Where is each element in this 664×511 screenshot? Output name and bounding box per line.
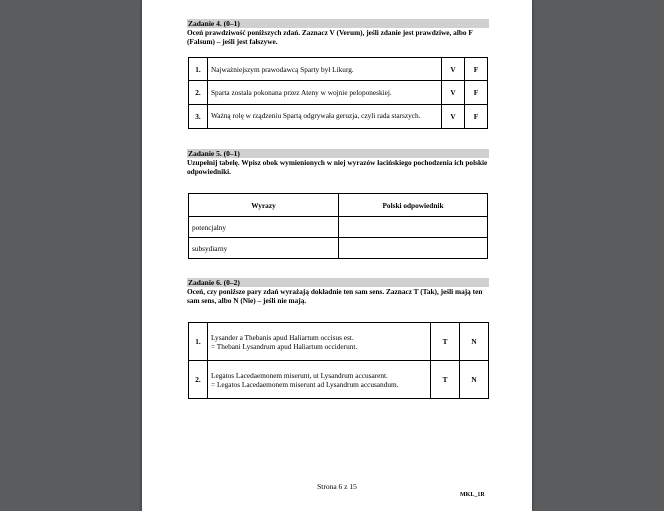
document-page — [142, 0, 532, 511]
task6-header: Zadanie 6. (0–2) — [187, 278, 489, 287]
task6-row-text — [208, 361, 431, 399]
task5-word: subsydiarny — [189, 238, 339, 259]
task6-option-n[interactable]: N — [460, 323, 489, 361]
task5-header: Zadanie 5. (0–1) — [187, 149, 489, 158]
task6-option-t[interactable]: T — [431, 323, 460, 361]
task5-word: potencjalny — [189, 217, 339, 238]
task6-option-t[interactable]: T — [431, 361, 460, 399]
task5-header-row — [189, 194, 488, 217]
task6-row — [189, 361, 489, 399]
task6-row-num: 2. — [189, 361, 208, 399]
task6-row-num: 1. — [189, 323, 208, 361]
task4-option-f[interactable]: F — [465, 58, 488, 81]
task4-row-num: 3. — [189, 105, 208, 129]
task4-row — [189, 58, 488, 81]
task6-sentence-a: Legatos Lacedaemonem miserunt, ut Lysandrum accusarent. — [211, 370, 388, 380]
task4-row-text: Sparta została pokonana przez Ateny w wojnie peloponeskiej. — [208, 81, 442, 105]
task4-row-text: Ważną rolę w rządzeniu Spartą odgrywała geruzja, czyli rada starszych. — [208, 105, 442, 129]
task5-answer-cell[interactable] — [339, 238, 488, 259]
task6-table — [188, 322, 489, 399]
task5-answer-cell[interactable] — [339, 217, 488, 238]
task5-col-polish: Polski odpowiednik — [339, 194, 488, 217]
page-number: Strona 6 z 15 — [317, 482, 357, 491]
task5-col-words: Wyrazy — [189, 194, 339, 217]
task4-option-v[interactable]: V — [442, 81, 465, 105]
task4-row-text: Najważniejszym prawodawcą Sparty był Likurg. — [208, 58, 442, 81]
task6-option-n[interactable]: N — [460, 361, 489, 399]
task6-row — [189, 323, 489, 361]
task4-option-f[interactable]: F — [465, 81, 488, 105]
task4-row-num: 1. — [189, 58, 208, 81]
task4-table — [188, 57, 488, 129]
task4-instruction: Oceń prawdziwość poniższych zdań. Zaznacz V (Verum), jeśli zdanie jest prawdziwe, albo F (Falsum) – jeśli jest fałszywe. — [187, 28, 473, 47]
task4-option-v[interactable]: V — [442, 58, 465, 81]
task4-header: Zadanie 4. (0–1) — [187, 19, 489, 28]
task6-sentence-b: = Thebani Lysandrum apud Haliartum occiderunt. — [211, 341, 358, 351]
task6-instruction: Oceń, czy poniższe pary zdań wyrażają dokładnie ten sam sens. Zaznacz T (Tak), jeśli mają ten sam sens, albo N (Nie) – jeśli nie mają. — [187, 287, 483, 306]
task6-row-text — [208, 323, 431, 361]
task4-row — [189, 105, 488, 129]
task5-row — [189, 238, 488, 259]
task6-sentence-b: = Legatos Lacedaemonem miserunt ad Lysandrum accusandum. — [211, 379, 399, 389]
task5-table — [188, 193, 488, 259]
task6-sentence-a: Lysander a Thebanis apud Haliartum occisus est. — [211, 332, 354, 342]
task5-row — [189, 217, 488, 238]
task4-option-f[interactable]: F — [465, 105, 488, 129]
task4-option-v[interactable]: V — [442, 105, 465, 129]
document-code: MKL_1R — [460, 492, 485, 498]
task4-row — [189, 81, 488, 105]
task4-row-num: 2. — [189, 81, 208, 105]
task5-instruction: Uzupełnij tabelę. Wpisz obok wymienionych w niej wyrazów łacińskiego pochodzenia ich polskie odpowiedniki. — [187, 158, 488, 177]
